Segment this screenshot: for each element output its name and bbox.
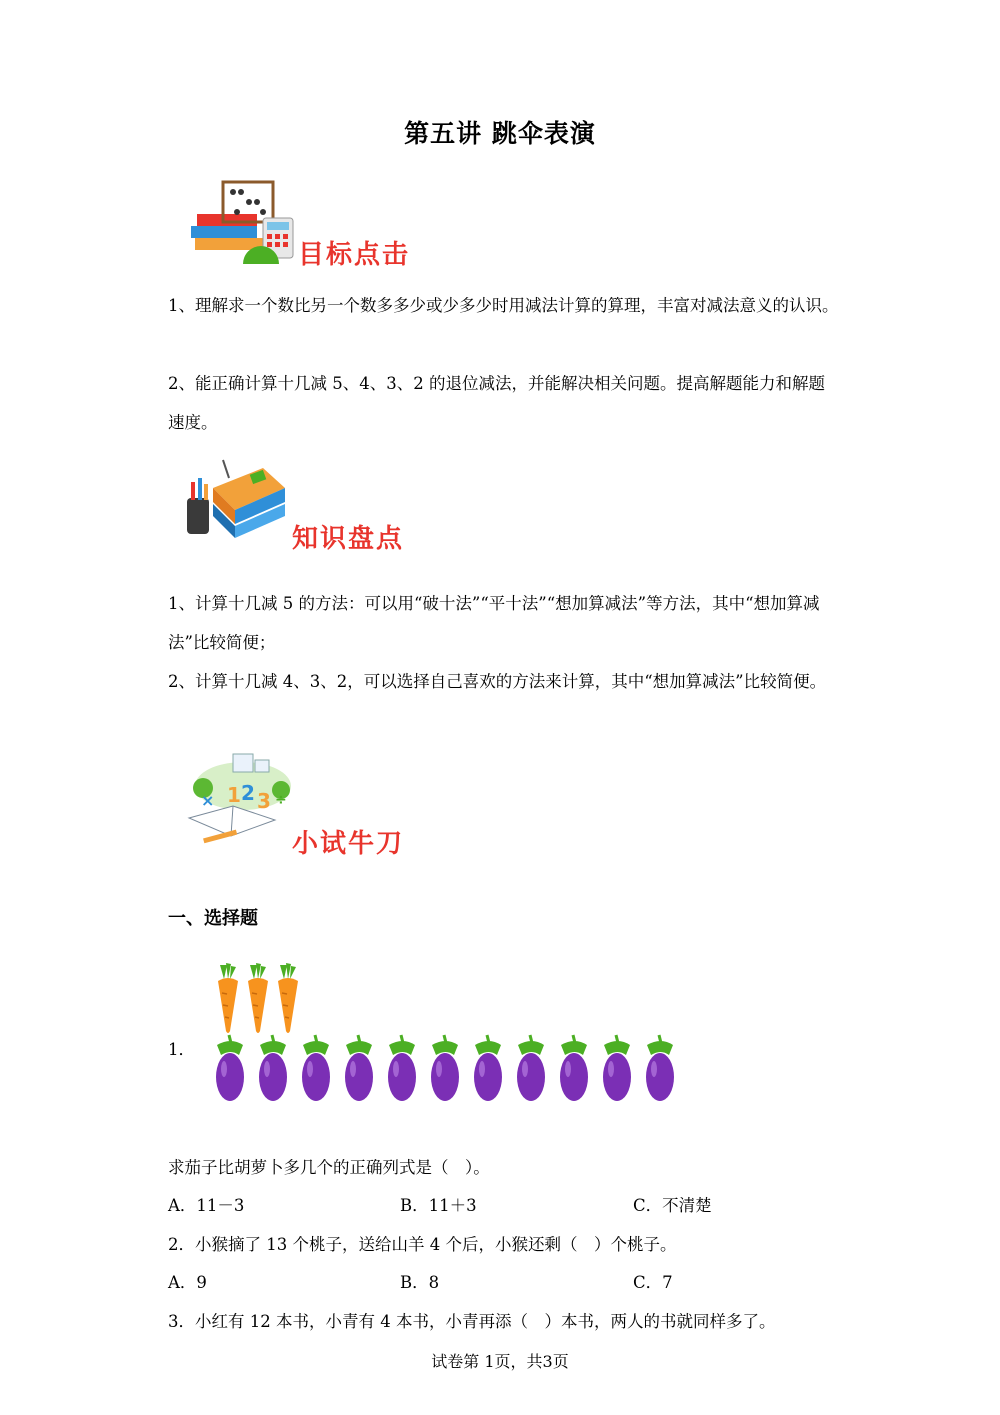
books-pencil-cup-icon	[183, 448, 288, 543]
question-3-text: 3．小红有 12 本书，小青有 4 本书，小青再添（ ）本书，两人的书就同样多了。	[168, 1312, 776, 1331]
svg-text:3: 3	[257, 789, 271, 813]
section-label-goals: 目标点击	[298, 240, 411, 270]
question-1-option-a[interactable]: A．11－3	[168, 1196, 245, 1215]
section-label-practice: 小试牛刀	[292, 829, 405, 859]
carrot-icon	[243, 961, 273, 1033]
question-1-text: 求茄子比胡萝卜多几个的正确列式是（ ）。	[168, 1158, 490, 1177]
eggplant-icon	[424, 1033, 467, 1105]
question-2-option-a[interactable]: A．9	[168, 1273, 207, 1292]
eggplant-icon	[252, 1033, 295, 1105]
svg-text:÷: ÷	[275, 792, 287, 808]
numbers-book-icon	[183, 748, 293, 848]
eggplant-icon	[596, 1033, 639, 1105]
question-1-number: 1．	[168, 1040, 195, 1059]
carrot-icon	[213, 961, 243, 1033]
exercise-heading: 一、选择题	[168, 908, 258, 929]
knowledge-item-2: 2、计算十几减 4、3、2，可以选择自己喜欢的方法来计算，其中“想加算减法”比较简便。	[168, 672, 827, 691]
goal-item-2: 2、能正确计算十几减 5、4、3、2 的退位减法，并能解决相关问题。提高解题能力和解题速度。	[168, 374, 825, 432]
question-2-text: 2．小猴摘了 13 个桃子，送给山羊 4 个后，小猴还剩（ ）个桃子。	[168, 1235, 677, 1254]
page-footer: 试卷第 1页，共3页	[431, 1352, 569, 1371]
section-label-knowledge: 知识盘点	[292, 524, 405, 554]
question-2-option-c[interactable]: C．7	[633, 1273, 673, 1292]
page-title: 第五讲 跳伞表演	[404, 119, 596, 148]
svg-text:2: 2	[241, 781, 255, 805]
eggplant-icon	[639, 1033, 682, 1105]
carrot-icon	[273, 961, 303, 1033]
goal-item-1: 1、理解求一个数比另一个数多多少或少多少时用减法计算的算理，丰富对减法意义的认识。	[168, 296, 839, 315]
eggplant-icon	[338, 1033, 381, 1105]
eggplant-icon	[467, 1033, 510, 1105]
svg-text:×: ×	[201, 791, 215, 810]
eggplant-icon	[553, 1033, 596, 1105]
eggplant-icon	[209, 1033, 252, 1105]
eggplant-row	[209, 1033, 682, 1105]
question-1-option-c[interactable]: C．不清楚	[633, 1196, 712, 1215]
abacus-books-icon	[183, 178, 298, 266]
eggplant-icon	[295, 1033, 338, 1105]
carrot-row	[213, 961, 303, 1033]
knowledge-item-1: 1、计算十几减 5 的方法：可以用“破十法”“平十法”“想加算减法”等方法，其中“想加算减法”比较简便；	[168, 594, 820, 652]
question-1-option-b[interactable]: B．11＋3	[400, 1196, 477, 1215]
svg-text:1: 1	[227, 783, 241, 807]
eggplant-icon	[381, 1033, 424, 1105]
eggplant-icon	[510, 1033, 553, 1105]
question-2-option-b[interactable]: B．8	[400, 1273, 440, 1292]
